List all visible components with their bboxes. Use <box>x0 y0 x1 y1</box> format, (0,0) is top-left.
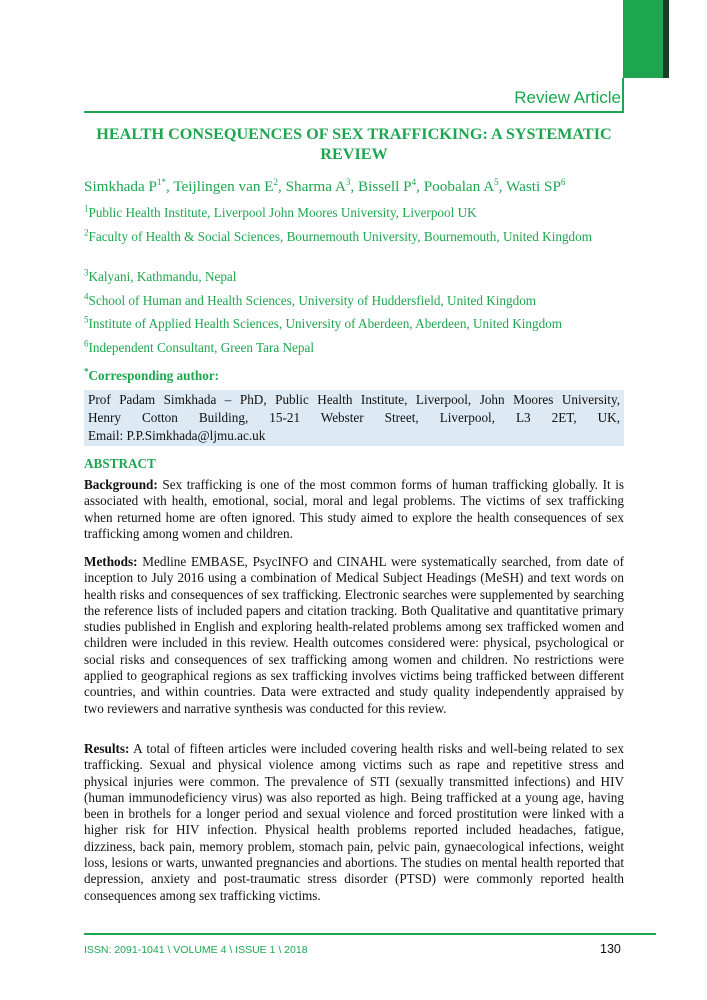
author: Teijlingen van E <box>173 178 274 195</box>
corresponding-address-line: Prof Padam Simkhada – PhD, Public Health Institute, Liverpool, John Moores University, <box>88 392 620 407</box>
header-dark-bar <box>663 0 669 78</box>
journal-issue-info: ISSN: 2091-1041 \ VOLUME 4 \ ISSUE 1 \ 2018 <box>84 944 308 956</box>
affiliation: $^3$Kalyani, Kathmandu, Nepal <box>84 267 237 284</box>
header-rule-vertical <box>622 78 624 113</box>
affiliation: $^6$Independent Consultant, Green Tara Nepal <box>84 338 315 355</box>
footer-rule <box>84 933 656 935</box>
author: Sharma A <box>285 178 346 195</box>
author: Simkhada P <box>84 178 157 195</box>
abstract-methods: Methods: Medline EMBASE, PsycINFO and CINAHL were systematically searched, from date of inception to July 2016 using a combination of Medical Subject Headings (MeSH) and text words on health risks and consequences of sex trafficking. Electronic searches were supplemented by searching the reference lists of included papers and citation tracking. Both Qualitative and quantitative primary studies published in English and exploring health-related problems among sex trafficked women and children were included in this review. Health outcomes considered were: physical, psychological or social risks and consequences of sex trafficking among women and children. No restrictions were applied to geographical regions as sex trafficking involves victims being trafficked between different countries, and within countries. Data were extracted and study quality independently appraised by two reviewers and narrative synthesis was conducted for this review. <box>84 554 624 716</box>
abstract-heading: ABSTRACT <box>84 456 156 471</box>
abstract-results: Results: A total of fifteen articles were included covering health risks and well-being related to sex trafficking. Sexual and physical violence among victims such as rape and repetitive stress and physical injuries were common. The prevalence of STI (sexually transmitted infections) and HIV (human immunodeficiency virus) was also reported as high. Being trafficked at a young age, having been in brothels for a longer period and sexual violence and forced prostitution were linked with a higher risk for HIV infection. Physical health problems reported included headaches, fatigue, dizziness, back pain, memory problem, stomach pain, pelvic pain, gynaecological infections, weight loss, lesions or warts, unwanted pregnancies and abortions. The studies on mental health reported that depression, anxiety and post-traumatic stress disorder (PTSD) were commonly reported health consequences among sex trafficking victims. <box>84 741 624 903</box>
header-accent-bar <box>623 0 663 78</box>
affiliation: $^2$Faculty of Health & Social Sciences, Bournemouth University, Bournemouth, United Kingdom <box>84 227 592 244</box>
corresponding-author-label: *Corresponding author: <box>84 366 220 383</box>
corresponding-email: Email: P.P.Simkhada@ljmu.ac.uk <box>88 428 266 443</box>
affiliation: $^4$School of Human and Health Sciences, University of Huddersfield, United Kingdom <box>84 291 537 308</box>
author: Bissell P <box>358 178 412 195</box>
affiliation: $^1$Public Health Institute, Liverpool John Moores University, Liverpool UK <box>84 203 477 220</box>
author-list: Simkhada $P^{1*}$, Teijlingen van $E^2$, Sharma $A^3$, Bissell $P^4$, Poobalan $A^5$, Wasti $SP^6$ <box>84 176 566 195</box>
article-type-label: Review Article <box>514 88 621 107</box>
page-number: 130 <box>600 942 621 956</box>
author: Wasti SP <box>506 178 561 195</box>
author: Poobalan A <box>423 178 495 195</box>
corresponding-address-line: Henry Cotton Building, 15-21 Webster Street, Liverpool, L3 2ET, UK, <box>88 410 620 425</box>
abstract-background: Background: Sex trafficking is one of the most common forms of human trafficking globally. It is associated with health, emotional, social, moral and legal problems. The victims of sex trafficking when returned home are often ignored. This study aimed to explore the health consequences of sex trafficking among women and children. <box>84 477 624 541</box>
paper-title: HEALTH CONSEQUENCES OF SEX TRAFFICKING: A SYSTEMATIC REVIEW <box>96 125 612 163</box>
header-rule <box>84 111 624 113</box>
corresponding-author-box <box>84 390 624 446</box>
affiliation: $^5$Institute of Applied Health Sciences, University of Aberdeen, Aberdeen, United Kingdom <box>84 314 563 331</box>
